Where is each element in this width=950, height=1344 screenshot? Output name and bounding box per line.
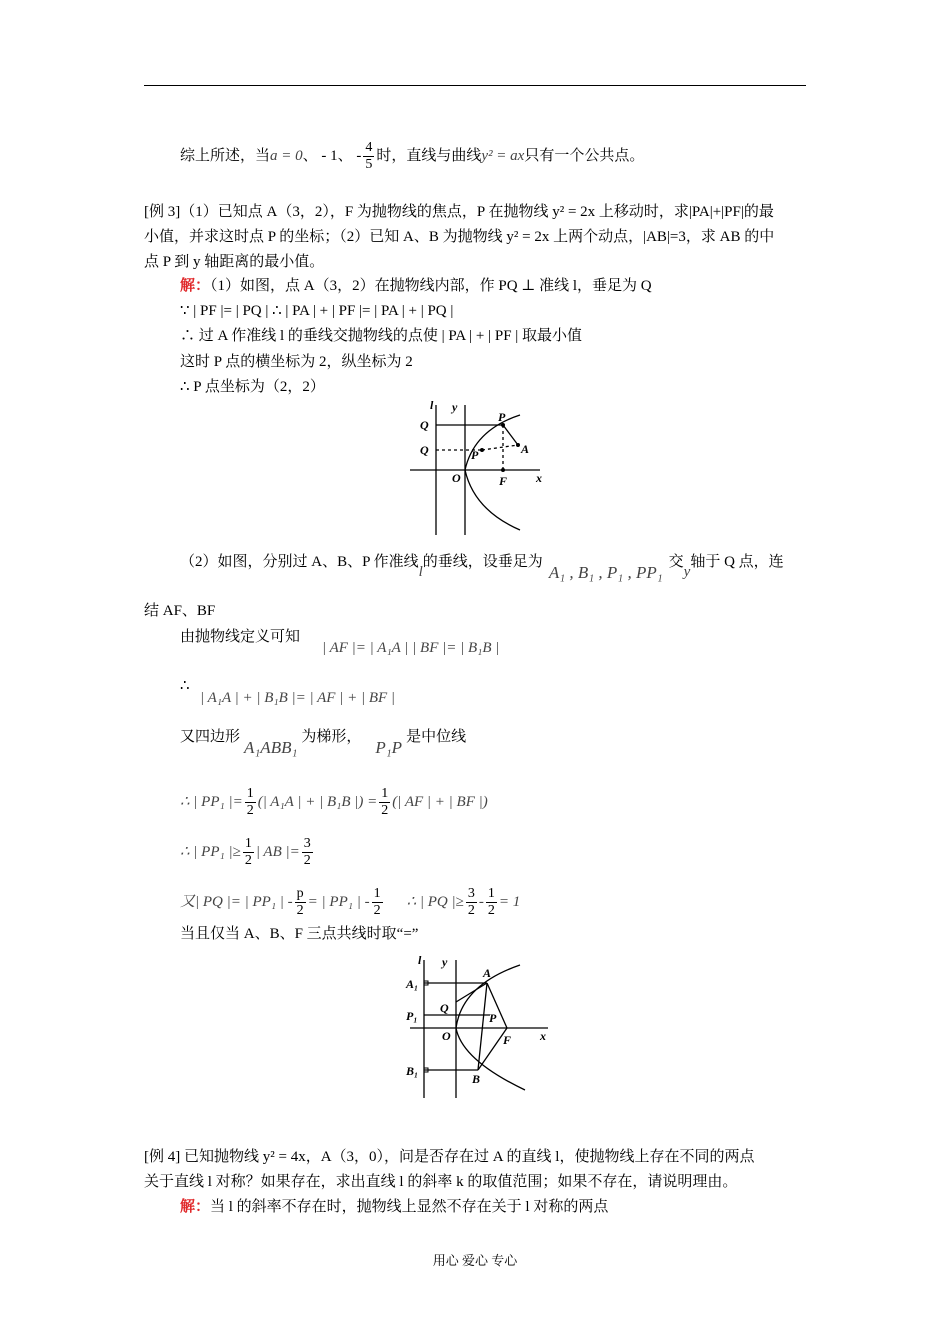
fraction: $\frac{4}{5}$ <box>365 140 373 172</box>
math: y² = ax <box>481 147 525 164</box>
solution1-s2: ∵ | PF |= | PQ | ∴ | PA | + | PF |= | PA | + | PQ | <box>180 303 454 319</box>
text: 只有一个公共点。 <box>524 147 645 164</box>
fig1-label-P1: P <box>498 410 506 424</box>
parabola-figure-2 <box>400 950 560 1105</box>
fig1-label-O: O <box>452 471 461 485</box>
fig1-label-Q2: Q <box>420 443 429 457</box>
solution1-s5: ∴ P 点坐标为（2，2） <box>180 379 325 395</box>
fig2-label-x: x <box>540 1029 546 1043</box>
fig1-label-l: l <box>430 398 434 412</box>
solution2-p1: （2）如图，分别过 A、B、P 作准线l的垂线，设垂足为A₁ , B₁ , P₁ , PP₁交y轴于 Q 点，连 <box>180 554 784 582</box>
solution2-p6: ∴ | PP₁ |= $\frac{1}{2}$ (| A₁A | + | B₁B |) = $\frac{1}{2}$ (| AF | + | BF |) <box>180 786 488 818</box>
example4-line3 <box>180 1197 608 1217</box>
fig1-label-A: A <box>521 442 530 456</box>
solution-label: 解： <box>180 1199 211 1215</box>
summary-line <box>180 140 644 173</box>
header-rule <box>144 85 806 86</box>
solution1-s4: 这时 P 点的横坐标为 2，纵坐标为 2 <box>180 354 413 370</box>
fig2-label-B: B <box>472 1072 481 1086</box>
fig2-label-F: F <box>503 1033 512 1047</box>
example3-line3: 点 P 到 y 轴距离的最小值。 <box>144 254 325 270</box>
fig1-label-P2: P <box>471 448 479 462</box>
fig2-label-O: O <box>442 1029 451 1043</box>
fig2-label-B1: B₁ <box>406 1064 419 1078</box>
parabola-figure-1 <box>400 395 550 540</box>
math: a = 0 <box>270 147 303 164</box>
solution2-p8: 又| PQ |= | PP₁ | - $\frac{p}{2}$ = | PP₁ | - $\frac{1}{2}$ ∴ | PQ |≥ $\frac{3}{2}$ - $\frac{1}{2}$ = 1 <box>180 886 521 918</box>
fig2-label-P1: P₁ <box>406 1009 418 1023</box>
math: 、 - <box>337 147 362 164</box>
solution2-p2: 结 AF、BF <box>144 603 216 619</box>
example4-line2: 关于直线 l 对称？如果存在，求出直线 l 的斜率 k 的取值范围；如果不存在，请说明理由。 <box>144 1174 738 1190</box>
solution2-p4-math: | A₁A | + | B₁B |= | AF | + | BF | <box>200 690 396 706</box>
fig1-label-F: F <box>499 474 508 488</box>
solution1-s3: ∴ 过 A 作准线 l 的垂线交抛物线的点使 | PA | + | PF | 取最小值 <box>180 328 583 344</box>
fig2-label-P: P <box>489 1011 497 1025</box>
text: 时，直线与曲线 <box>376 147 482 164</box>
example4-line1: [例 4] 已知抛物线 y² = 4x，A（3，0），问是否存在过 A 的直线 l，使抛物线上存在不同的两点 <box>144 1149 755 1165</box>
solution2-p9: 当且仅当 A、B、F 三点共线时取“=” <box>180 926 419 942</box>
fig2-label-l: l <box>418 953 422 967</box>
example3-line1: [例 3]（1）已知点 A（3，2），F 为抛物线的焦点，P 在抛物线 y² = 2x 上移动时，求|PA|+|PF|的最 <box>144 204 774 220</box>
fig1-label-y: y <box>452 400 458 414</box>
math: 、 - 1 <box>302 147 338 164</box>
solution2-p3: 由抛物线定义可知 <box>180 629 301 645</box>
text: （1）如图，点 A（3，2）在抛物线内部，作 PQ ⊥ 准线 l，垂足为 Q <box>210 278 652 294</box>
solution2-p4: ∴ <box>180 678 190 694</box>
fig2-label-Q: Q <box>440 1001 449 1015</box>
solution1-s1 <box>180 276 652 296</box>
text: 当 l 的斜率不存在时，抛物线上显然不存在关于 l 对称的两点 <box>210 1199 609 1215</box>
solution2-p3-math: | AF |= | A₁A | | BF |= | B₁B | <box>322 640 500 656</box>
fig2-label-y: y <box>442 955 448 969</box>
solution2-p7: ∴ | PP₁ |≥ $\frac{1}{2}$ | AB |= $\frac{3}{2}$ <box>180 836 311 868</box>
page-footer: 用心 爱心 专心 <box>432 1253 518 1268</box>
solution2-p5: 又四边形A₁ABB₁为梯形，P₁P是中位线 <box>180 729 467 757</box>
fig1-label-x: x <box>536 471 542 485</box>
example3-line2: 小值，并求这时点 P 的坐标；（2）已知 A、B 为抛物线 y² = 2x 上两个动点，|AB|=3，求 AB 的中 <box>144 229 775 245</box>
fig2-label-A: A <box>483 966 492 980</box>
fig2-label-A1: A₁ <box>406 977 419 991</box>
text: 综上所述，当 <box>180 147 271 164</box>
fig1-label-Q1: Q <box>420 418 429 432</box>
solution-label: 解： <box>180 278 211 294</box>
